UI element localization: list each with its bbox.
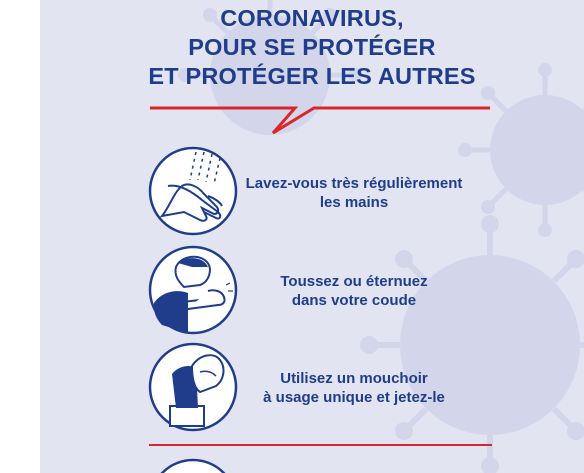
instruction-line: Utilisez un mouchoir: [280, 370, 428, 387]
instruction-cough-elbow: [229, 272, 479, 310]
tissue-box-icon: [148, 342, 238, 432]
speech-bubble-divider: [140, 96, 500, 140]
next-instruction-icon: [148, 458, 238, 473]
poster: [40, 0, 584, 473]
instruction-wash-hands: [229, 174, 479, 212]
poster-title: [40, 4, 584, 91]
instruction-line: Lavez-vous très régulièrement: [245, 175, 463, 192]
instruction-tissue: [229, 369, 479, 407]
title-line-2: POUR SE PROTÉGER: [188, 34, 436, 60]
bottom-divider: [149, 444, 492, 446]
instruction-line: les mains: [319, 194, 389, 211]
instruction-line: dans votre coude: [291, 292, 417, 309]
title-line-3: ET PROTÉGER LES AUTRES: [148, 63, 476, 89]
instruction-line: Toussez ou éternuez: [280, 273, 428, 290]
hand-washing-icon: [148, 146, 238, 236]
title-line-1: CORONAVIRUS,: [220, 5, 404, 31]
instruction-line: à usage unique et jetez-le: [263, 389, 445, 406]
cough-in-elbow-icon: [148, 245, 238, 335]
